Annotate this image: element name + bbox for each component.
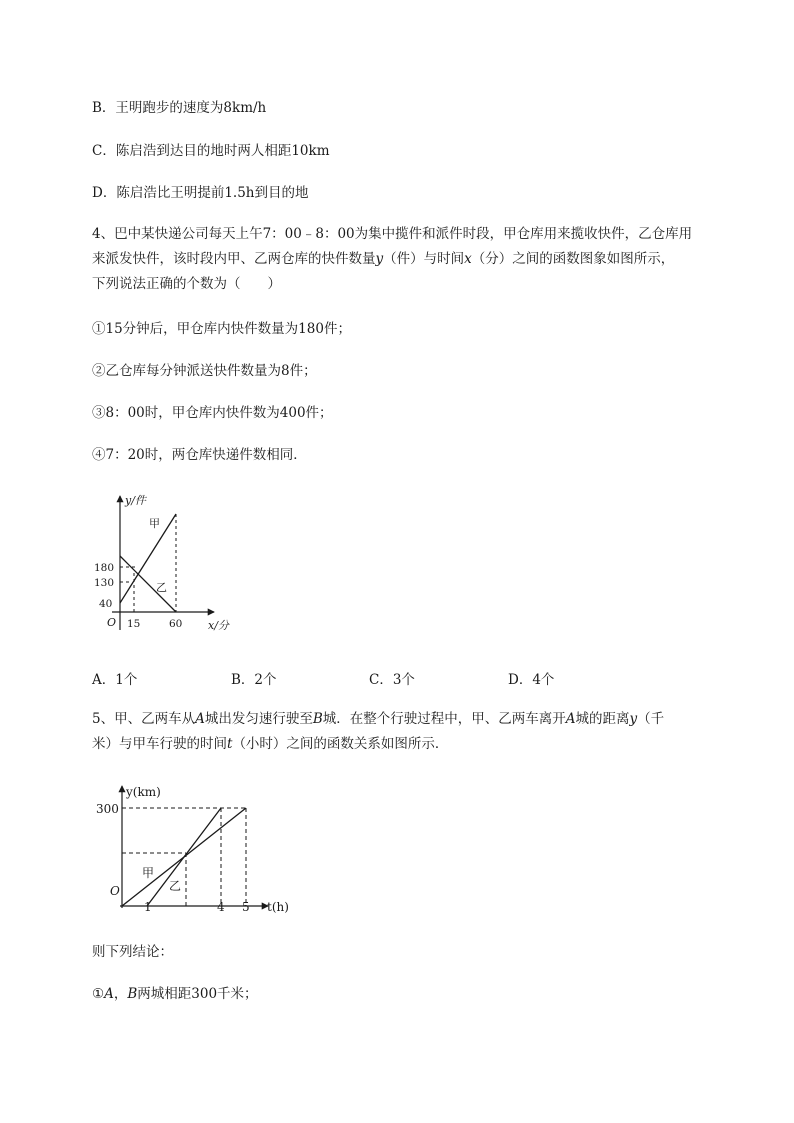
q4-origin-label: O <box>107 616 117 629</box>
q4-line-yi <box>120 556 176 612</box>
q4-statement-1: ①15分钟后，甲仓库内快件数量为180件； <box>92 321 351 337</box>
q4-option-a: A．1个 <box>92 672 138 688</box>
q5-city-a-ref: A <box>565 711 576 727</box>
q4-stem-line-2: 来派发快件，该时段内甲、乙两仓库的快件数量y（件）与时间x（分）之间的函数图象如图所示， <box>92 251 675 267</box>
q5-city-b: B <box>312 711 323 727</box>
q5-x-tick-4: 4 <box>217 900 225 914</box>
q4-y-tick-130: 130 <box>94 577 115 589</box>
q5-stem-line-1: 5、甲、乙两车从A城出发匀速行驶至B城．在整个行驶过程中，甲、乙两车离开A城的距离y（千 <box>92 711 665 727</box>
q5-stem <box>92 707 742 757</box>
q4-graph <box>90 490 250 640</box>
q5-graph <box>90 780 300 920</box>
q4-line-yi-label: 乙 <box>156 581 167 594</box>
q5-city-a: A <box>195 711 205 727</box>
q5-origin-label: O <box>110 884 120 898</box>
q3-option-b: B．王明跑步的速度为8km/h <box>92 100 267 116</box>
q4-statement-2: ②乙仓库每分钟派送快件数量为8件； <box>92 363 317 379</box>
q5-line-yi-label: 乙 <box>169 879 182 893</box>
q4-line-jia-label: 甲 <box>149 517 160 530</box>
q4-option-c: C．3个 <box>369 672 415 688</box>
q4-stem <box>92 222 742 297</box>
q4-y-tick-40: 40 <box>99 598 113 610</box>
q4-statement-3: ③8：00时，甲仓库内快件数为400件； <box>92 405 333 421</box>
q5-conclusion-1: ①A，B两城相距300千米； <box>92 986 258 1002</box>
q5-x-axis-label: t(h) <box>267 900 289 914</box>
q4-var-x: x <box>464 251 472 267</box>
q5-var-t: t <box>227 736 233 752</box>
q3-option-c: C．陈启浩到达目的地时两人相距10km <box>92 143 330 159</box>
q5-line-jia-label: 甲 <box>142 866 155 880</box>
q4-var-y: y <box>375 251 384 267</box>
q3-option-d: D．陈启浩比王明提前1.5h到目的地 <box>92 185 309 201</box>
q4-x-tick-60: 60 <box>169 618 183 630</box>
q4-stem-line-3: 下列说法正确的个数为（ ） <box>92 276 281 292</box>
q4-option-d: D．4个 <box>508 672 555 688</box>
q5-x-tick-1: 1 <box>144 900 152 914</box>
q5-line-yi <box>147 808 221 906</box>
q5-c1-city-b: B <box>127 986 138 1002</box>
q4-option-b: B．2个 <box>231 672 277 688</box>
q5-conclusion-intro: 则下列结论： <box>92 944 173 960</box>
q4-x-axis-label: x/分 <box>208 619 229 632</box>
q5-var-y: y <box>629 711 638 727</box>
q5-x-tick-5: 5 <box>242 900 250 914</box>
q4-y-tick-180: 180 <box>94 562 115 574</box>
q5-c1-city-a: A <box>104 986 114 1002</box>
q4-statement-4: ④7：20时，两仓库快递件数相同． <box>92 447 307 463</box>
q4-line-jia <box>120 514 176 603</box>
q4-y-axis-label: y/件 <box>125 494 146 507</box>
q4-stem-line-1: 4、巴中某快递公司每天上午7：00﹣8：00为集中揽件和派件时段，甲仓库用来揽收快件，乙仓库用 <box>92 226 693 242</box>
q5-stem-line-2: 米）与甲车行驶的时间t（小时）之间的函数关系如图所示． <box>92 736 449 752</box>
q5-y-tick-300: 300 <box>96 802 119 816</box>
q5-y-axis-label: y(km) <box>126 785 161 799</box>
q4-x-tick-15: 15 <box>127 618 141 630</box>
